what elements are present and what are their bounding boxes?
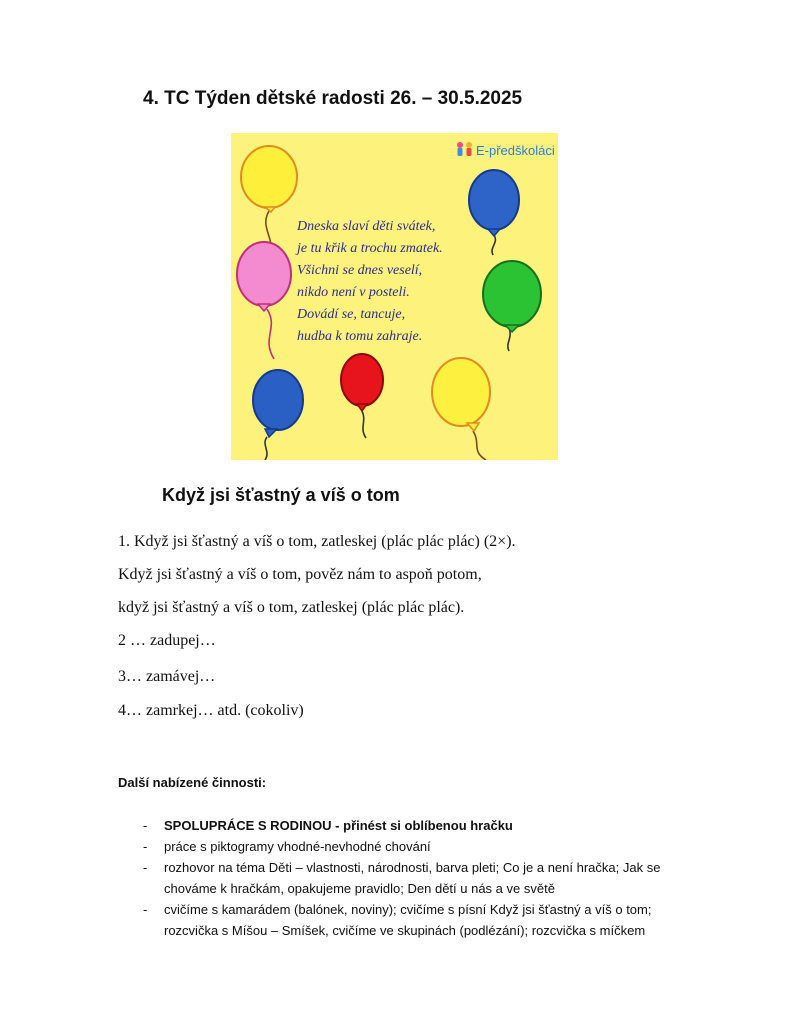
activities-heading: Další nabízené činnosti: <box>118 775 267 790</box>
list-bullet: - <box>143 860 148 875</box>
list-item-text: rozhovor na téma Děti – vlastnosti, národnosti, barva pleti; Co je a není hračka; Jak se chováme k hračkám, opakujeme pravidlo; Den dětí u nás a ve světě <box>164 860 661 896</box>
song-line: 1. Když jsi šťastný a víš o tom, zatleskej (plác plác plác) (2×). <box>118 533 516 550</box>
list-item-text: práce s piktogramy vhodné-nevhodné chování <box>164 839 431 854</box>
list-bullet: - <box>143 818 148 833</box>
list-bullet: - <box>143 902 148 917</box>
section-heading: 4. TC Týden dětské radosti 26. – 30.5.2025 <box>143 88 523 109</box>
list-item <box>143 836 703 857</box>
activities-list <box>143 815 703 941</box>
poem-line: je tu křik a trochu zmatek. <box>297 241 443 256</box>
poem-line: hudba k tomu zahraje. <box>297 329 423 344</box>
song-line: 2 … zadupej… <box>118 632 216 649</box>
list-item <box>143 899 703 941</box>
balloons-poem-illustration <box>231 133 558 460</box>
song-line: 4… zamrkej… atd. (cokoliv) <box>118 702 304 719</box>
list-item-text: SPOLUPRÁCE S RODINOU - přinést si oblíbenou hračku <box>164 818 513 833</box>
song-line: 3… zamávej… <box>118 668 216 685</box>
list-item-text: cvičíme s kamarádem (balónek, noviny); cvičíme s písní Když jsi šťastný a víš o tom; rozcvička s Míšou – Smíšek, cvičíme ve skupinách (podlézání); rozcvička s míčkem <box>164 902 652 938</box>
poem-line: Dneska slaví děti svátek, <box>297 219 436 234</box>
list-bullet: - <box>143 839 148 854</box>
song-line: když jsi šťastný a víš o tom, zatleskej (plác plác plác). <box>118 599 465 616</box>
brand-text: E-předškoláci <box>476 143 555 158</box>
song-line: Když jsi šťastný a víš o tom, pověz nám to aspoň potom, <box>118 566 482 583</box>
song-title: Když jsi šťastný a víš o tom <box>162 485 400 505</box>
poem-line: Dovádí se, tancuje, <box>297 307 406 322</box>
poem-line: Všichni se dnes veselí, <box>297 263 423 278</box>
list-item <box>143 857 703 899</box>
poem-line: nikdo není v posteli. <box>297 285 410 300</box>
list-item <box>143 815 703 836</box>
